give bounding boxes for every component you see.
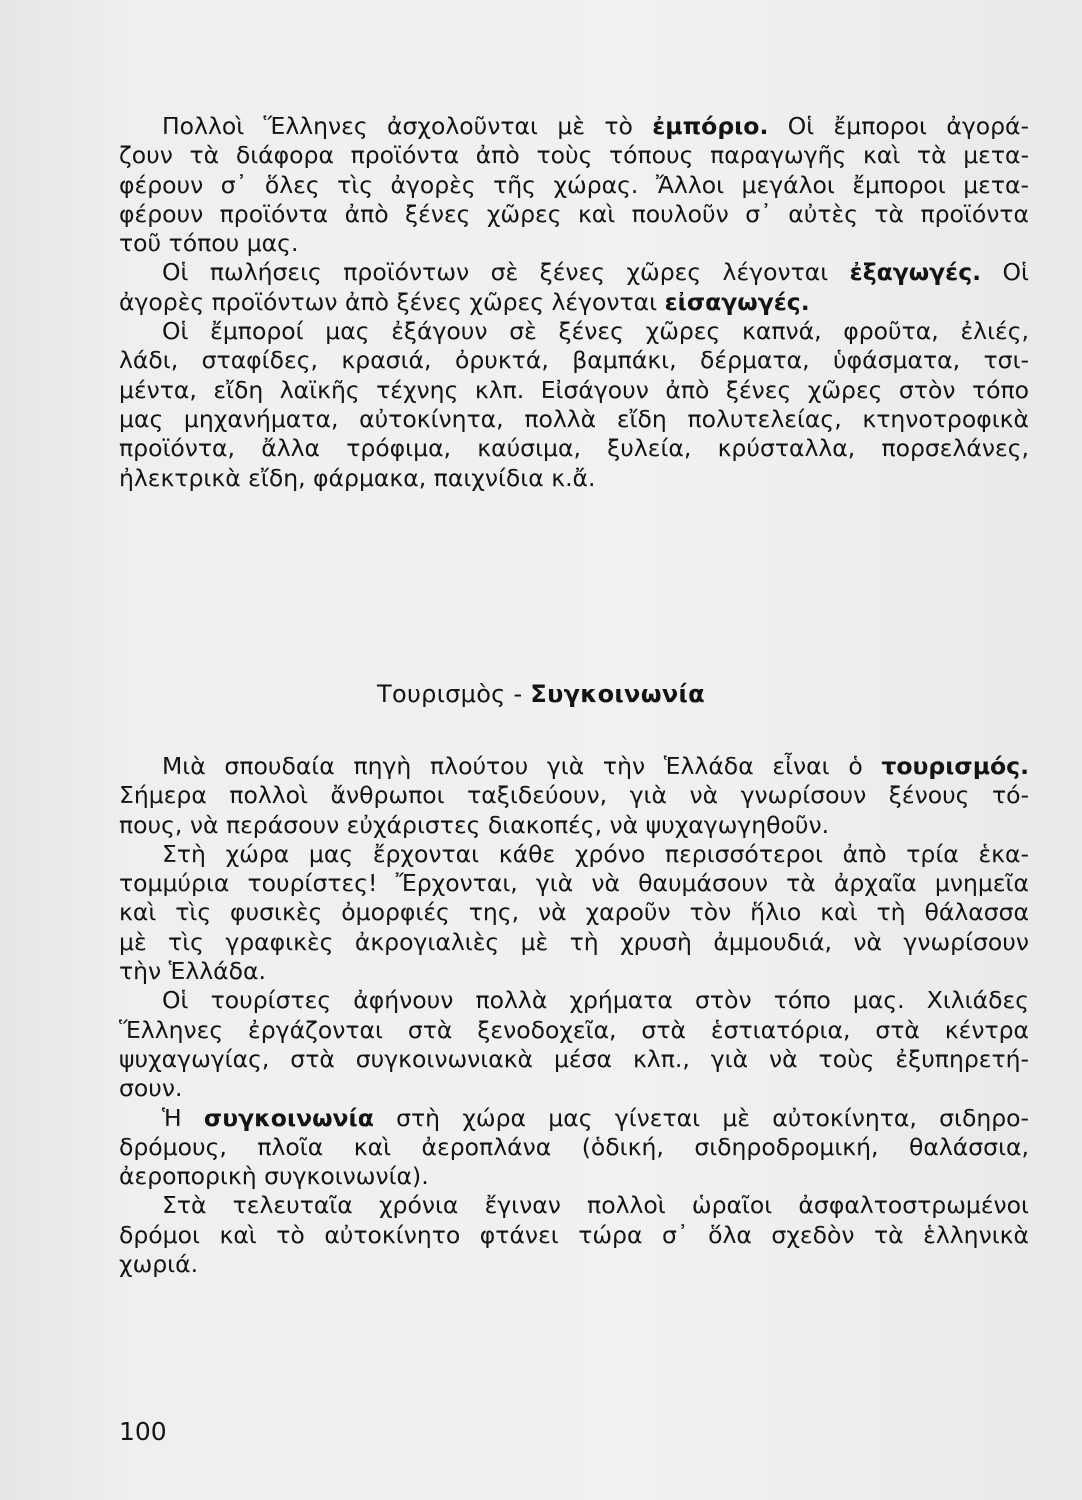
text-line: καὶ τὶς φυσικὲς ὀμορφιές της, νὰ χαροῦν τὸν ἥλιο καὶ τὴ θάλασσα — [119, 898, 1029, 927]
text-line: ἠλεκτρικὰ εἴδη, φάρμακα, παιχνίδια κ.ἄ. — [119, 463, 596, 492]
term-bold: τουρισμός. — [881, 752, 1029, 780]
text-line: σουν. — [119, 1074, 183, 1103]
text-line: Οἱ ἔμποροί μας ἐξάγουν σὲ ξένες χῶρες καπνά, φροῦτα, ἐλιές, — [162, 317, 1029, 346]
text-line: ἀγορὲς προϊόντων ἀπὸ ξένες χῶρες λέγονται εἰσαγωγές. — [119, 287, 810, 316]
text-line: Ἕλληνες ἐργάζονται στὰ ξενοδοχεῖα, στὰ ἑστιατόρια, στὰ κέντρα — [119, 1015, 1029, 1044]
text-line: προϊόντα, ἄλλα τρόφιμα, καύσιμα, ξυλεία, κρύσταλλα, πορσελάνες, — [119, 434, 1029, 463]
text-line: χωριά. — [119, 1250, 199, 1279]
text-line: φέρουν προϊόντα ἀπὸ ξένες χῶρες καὶ πουλοῦν σ᾽ αὐτὲς τὰ προϊόντα — [119, 199, 1029, 228]
section-tourism — [119, 752, 1029, 1279]
text-line: ψυχαγωγίας, στὰ συγκοινωνιακὰ μέσα κλπ., γιὰ νὰ τοὺς ἐξυπηρετή- — [119, 1044, 1029, 1073]
text-line: Πολλοὶ Ἕλληνες ἀσχολοῦνται μὲ τὸ ἐμπόριο. Οἱ ἔμποροι ἀγορά- — [162, 112, 1029, 140]
page-number: 100 — [119, 1417, 167, 1446]
term-bold: ἐμπόριο. — [652, 112, 769, 140]
text-line: Οἱ πωλήσεις προϊόντων σὲ ξένες χῶρες λέγονται ἐξαγωγές. Οἱ — [162, 258, 1029, 287]
text-line: Σήμερα πολλοὶ ἄνθρωποι ταξιδεύουν, γιὰ νὰ γνωρίσουν ξένους τό- — [119, 781, 1029, 810]
text-line: μέντα, εἴδη λαϊκῆς τέχνης κλπ. Εἰσάγουν ἀπὸ ξένες χῶρες στὸν τόπο — [119, 375, 1029, 404]
text-line: Οἱ τουρίστες ἀφήνουν πολλὰ χρήματα στὸν τόπο μας. Χιλιάδες — [162, 986, 1029, 1015]
text-line: λάδι, σταφίδες, κρασιά, ὀρυκτά, βαμπάκι, δέρματα, ὑφάσματα, τσι- — [119, 346, 1029, 375]
text-line: φέρουν σ᾽ ὅλες τὶς ἀγορὲς τῆς χώρας. Ἄλλοι μεγάλοι ἔμποροι μετα- — [119, 170, 1029, 199]
term-bold: εἰσαγωγές. — [664, 287, 810, 316]
text-line: Στὴ χώρα μας ἔρχονται κάθε χρόνο περισσότεροι ἀπὸ τρία ἑκα- — [162, 839, 1029, 868]
text-line: δρόμοι καὶ τὸ αὐτοκίνητο φτάνει τώρα σ᾽ ὅλα σχεδὸν τὰ ἑλληνικὰ — [119, 1220, 1029, 1249]
section-heading: Τουρισμὸς - Συγκοινωνία — [377, 680, 705, 708]
text-line: Ἡ συγκοινωνία στὴ χώρα μας γίνεται μὲ αὐτοκίνητα, σιδηρο- — [162, 1103, 1029, 1132]
text-line: δρόμους, πλοῖα καὶ ἀεροπλάνα (ὁδική, σιδηροδρομική, θαλάσσια, — [119, 1132, 1029, 1161]
text-line: μὲ τὶς γραφικὲς ἀκρογιαλιὲς μὲ τὴ χρυσὴ ἀμμουδιά, νὰ γνωρίσουν — [119, 927, 1029, 956]
text-line: μας μηχανήματα, αὐτοκίνητα, πολλὰ εἴδη πολυτελείας, κτηνοτροφικὰ — [119, 404, 1029, 433]
term-bold: ἐξαγωγές. — [849, 258, 982, 287]
text-line: ἀεροπορικὴ συγκοινωνία). — [119, 1162, 429, 1191]
text-line: ζουν τὰ διάφορα προϊόντα ἀπὸ τοὺς τόπους παραγωγῆς καὶ τὰ μετα- — [119, 141, 1029, 170]
text-line: Μιὰ σπουδαία πηγὴ πλούτου γιὰ τὴν Ἑλλάδα εἶναι ὁ τουρισμός. — [162, 752, 1029, 780]
text-line: τομμύρια τουρίστες! Ἔρχονται, γιὰ νὰ θαυμάσουν τὰ ἀρχαῖα μνημεῖα — [119, 869, 1029, 898]
text-line: Στὰ τελευταῖα χρόνια ἔγιναν πολλοὶ ὡραῖοι ἀσφαλτοστρωμένοι — [162, 1191, 1029, 1220]
section-commerce — [119, 112, 1029, 493]
text-line: τὴν Ἑλλάδα. — [119, 957, 266, 986]
text-line: τοῦ τόπου μας. — [119, 229, 299, 258]
term-bold: συγκοινωνία — [203, 1103, 374, 1132]
text-line: πους, νὰ περάσουν εὐχάριστες διακοπές, νὰ ψυχαγωγηθοῦν. — [119, 810, 830, 839]
